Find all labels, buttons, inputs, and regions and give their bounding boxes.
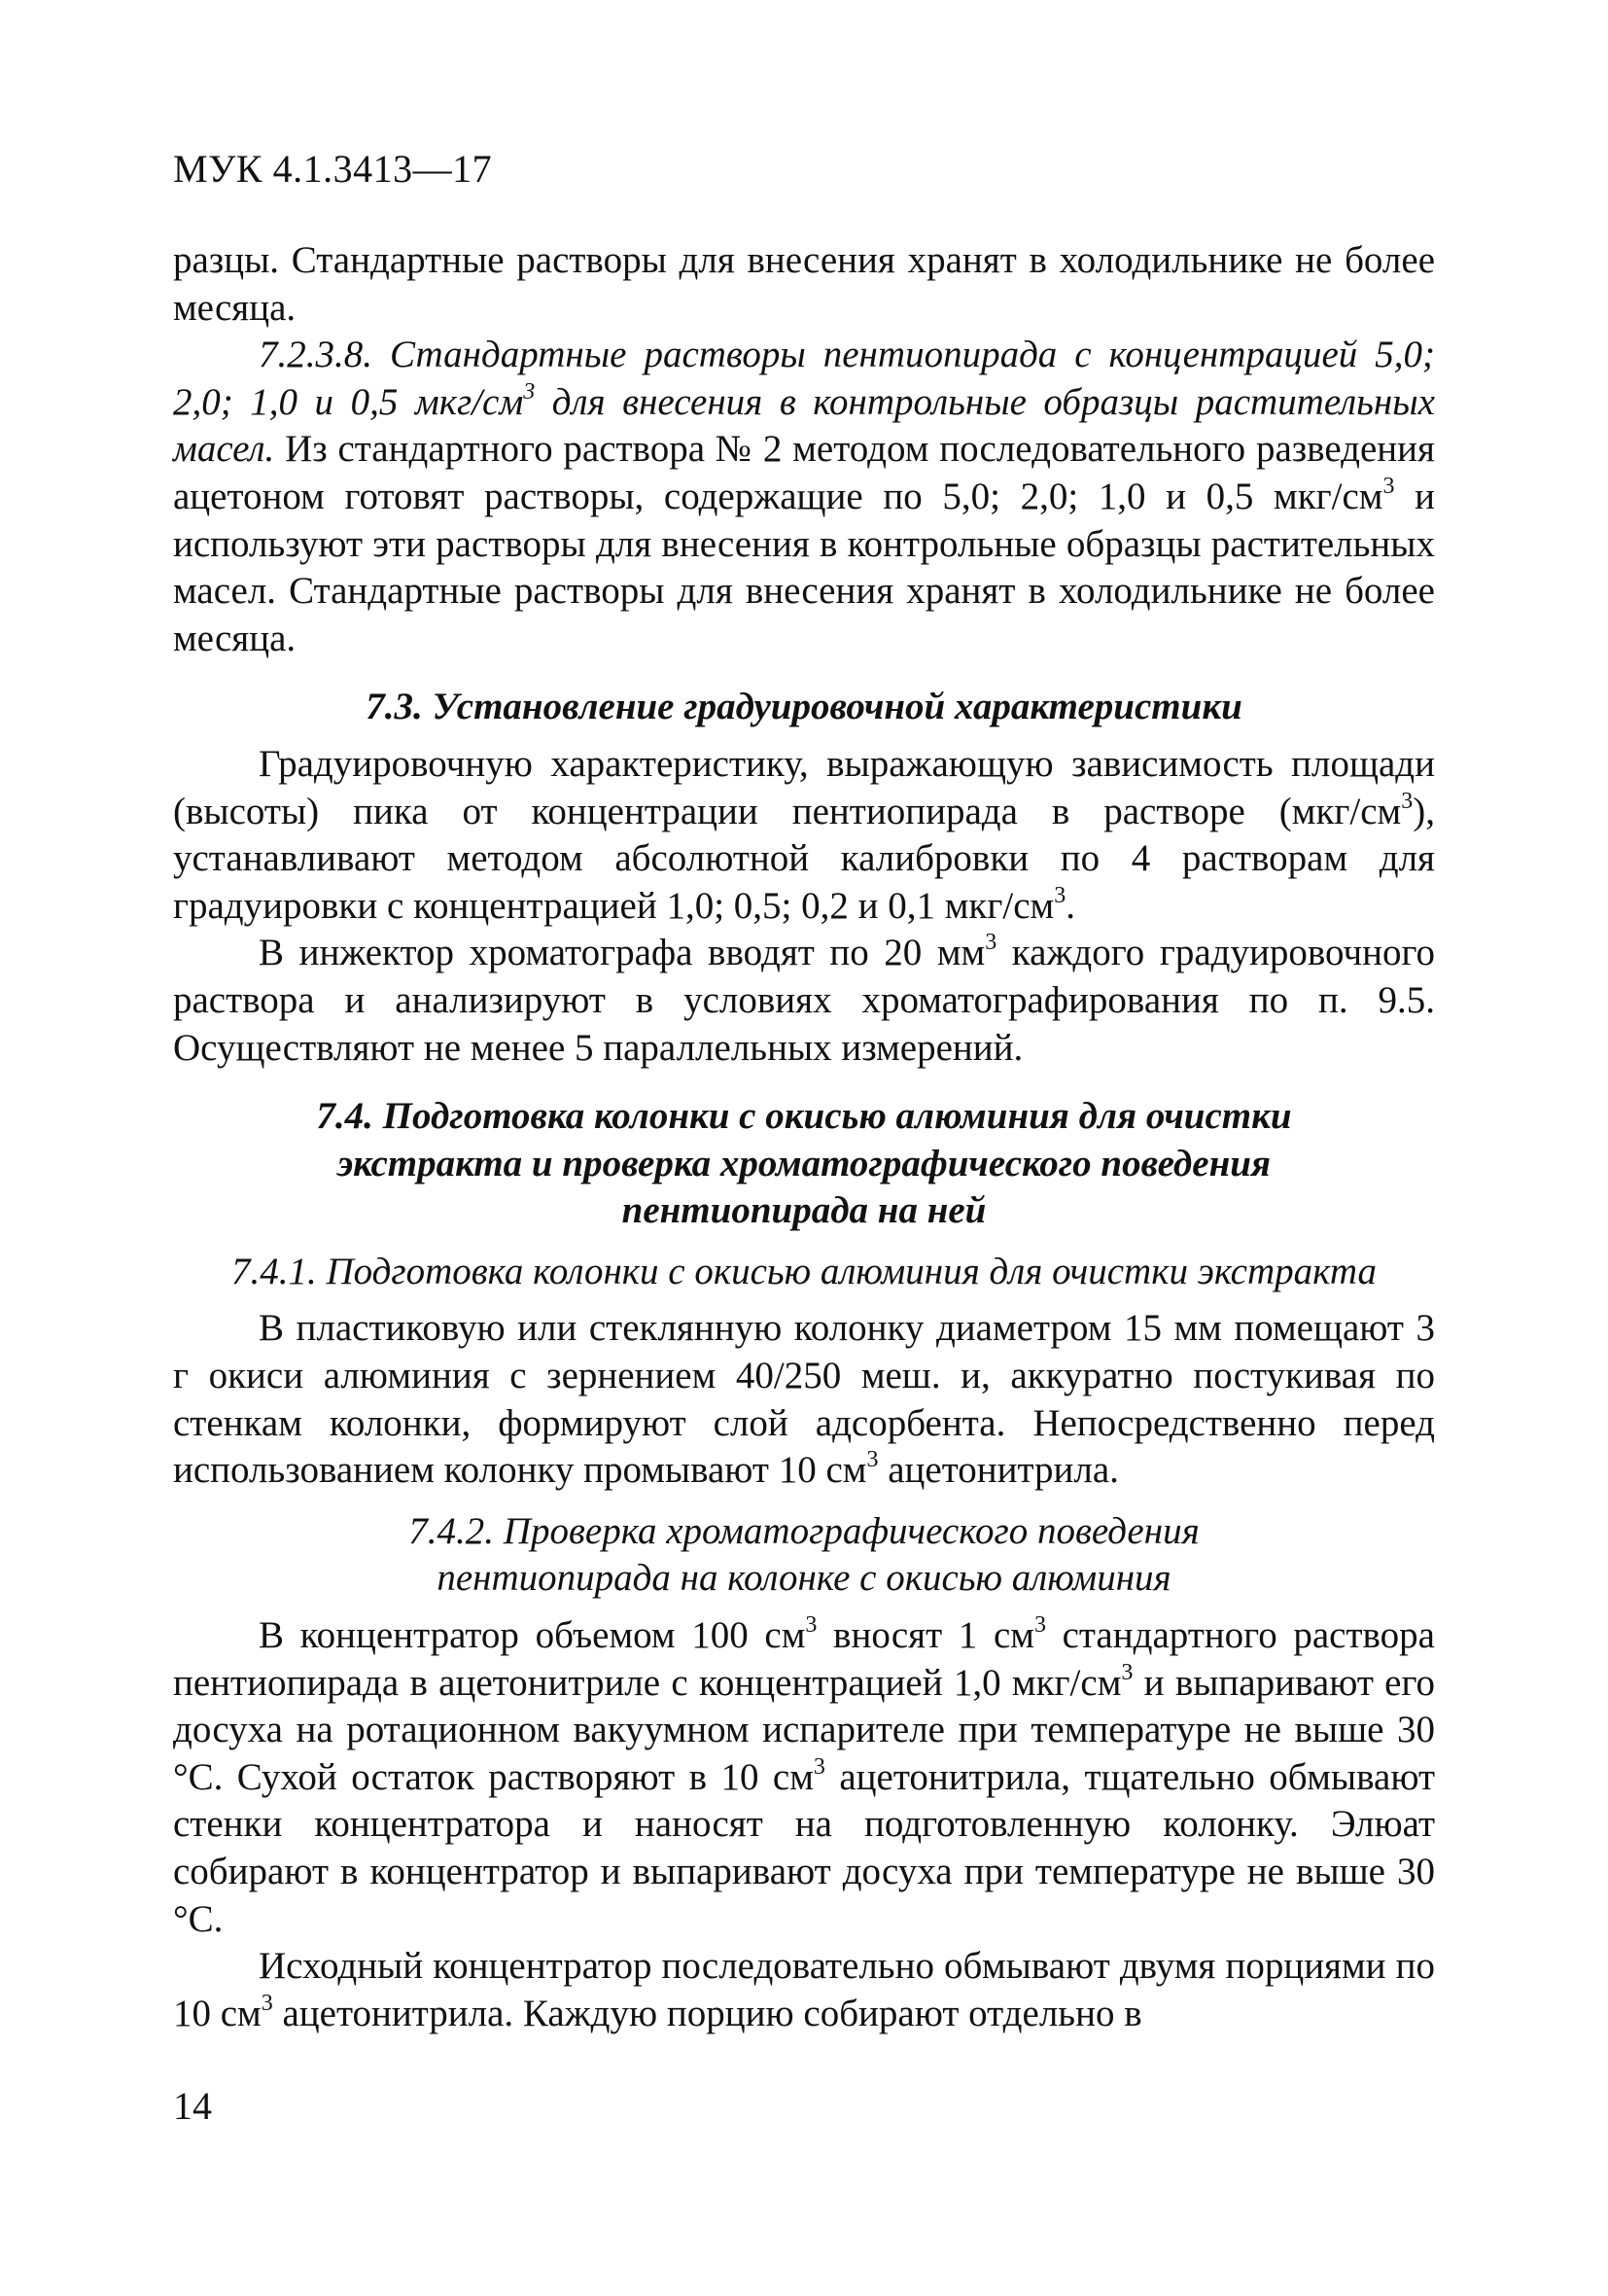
paragraph-rinse: Исходный концентратор последовательно обмывают двумя порциями по 10 $см^3$ ацетонитрила. Каждую порцию собирают отдельно в (173, 1945, 1435, 2034)
paragraph-column-preparation: В пластиковую или стеклянную колонку диаметром 15 мм помещают 3 г окиси алюминия с зернением 40/250 меш. и, аккуратно постукивая по стенкам колонки, формируют слой адсорбента. Непосредственно перед использованием колонку промывают 10 $см^3$ ацетонитрила. (173, 1307, 1435, 1492)
section-heading-7-3: 7.3. Установление градуировочной характеристики (366, 686, 1242, 728)
subsection-heading-7-4-2 (173, 1508, 1435, 1603)
paragraph-calibration: Градуировочную характеристику, выражающую зависимость площади (высоты) пика от концентрации пентиопирада в растворе $(мкг/см^3)$, устанавливают методом абсолютной калибровки по 4 растворам для градуировки с концентрацией 1,0; 0,5; 0,2 и 0,1 мкг/$см^3$. (173, 742, 1435, 927)
paragraph-column-check: В концентратор объемом 100 $см^3$ вносят 1 $см^3$ стандартного раствора пентиопирада в ацетонитриле с концентрацией 1,0 мкг/$см^3$ и выпаривают его досуха на ротационном вакуумном испарителе при температуре не выше 30 °С. Сухой остаток растворяют в 10 $см^3$ ацетонитрила, тщательно обмывают стенки концентратора и наносят на подготовленную колонку. Элюат собирают в концентратор и выпаривают досуха при температуре не выше 30 °С. (173, 1612, 1436, 1940)
subsection-heading-7-4-1: 7.4.1. Подготовка колонки с окисью алюминия для очистки экстракта (230, 1250, 1378, 1292)
section-heading-7-4 (173, 1093, 1435, 1235)
section-heading-7-4-line1: 7.4. Подготовка колонки с окисью алюминия для очистки (316, 1095, 1292, 1138)
subsection-title-7-2-3-8: 7.2.3.8. Стандартные растворы пентиопирада с концентрацией 5,0; 2,0; 1,0 и 0,5 мкг/$см^3$ для внесения в контрольные образцы растительных масел. (173, 334, 1435, 471)
paragraph-7-2-3-8: 7.2.3.8. Стандартные растворы пентиопирада с концентрацией 5,0; 2,0; 1,0 и 0,5 мкг/$см^3$ для внесения в контрольные образцы растительных масел. Из стандартного раствора № 2 методом последовательного разведения ацетоном готовят растворы, содержащие по 5,0; 2,0; 1,0 и 0,5 мкг/$см^3$ и используют эти растворы для внесения в контрольные образцы растительных масел. Стандартные растворы для внесения хранят в холодильнике не более месяца. (173, 334, 1436, 659)
section-heading-7-4-line2: экстракта и проверка хроматографического поведения (336, 1142, 1271, 1184)
section-heading-7-4-line3: пентиопирада на ней (621, 1189, 987, 1232)
subsection-heading-7-4-2-line1: 7.4.2. Проверка хроматографического поведения (408, 1509, 1200, 1552)
page-number: 14 (173, 2084, 212, 2128)
subsection-heading-7-4-2-line2: пентиопирада на колонке с окисью алюминия (437, 1557, 1171, 1600)
document-body (173, 237, 1435, 2037)
document-code-header: МУК 4.1.3413—17 (173, 147, 493, 191)
paragraph-injection: В инжектор хроматографа вводят по 20 $мм^3$ каждого градуировочного раствора и анализируют в условиях хроматографирования по п. 9.5. Осуществляют не менее 5 параллельных измерений. (173, 930, 1435, 1069)
paragraph-continuation: разцы. Стандартные растворы для внесения хранят в холодильнике не более месяца. (173, 239, 1435, 329)
